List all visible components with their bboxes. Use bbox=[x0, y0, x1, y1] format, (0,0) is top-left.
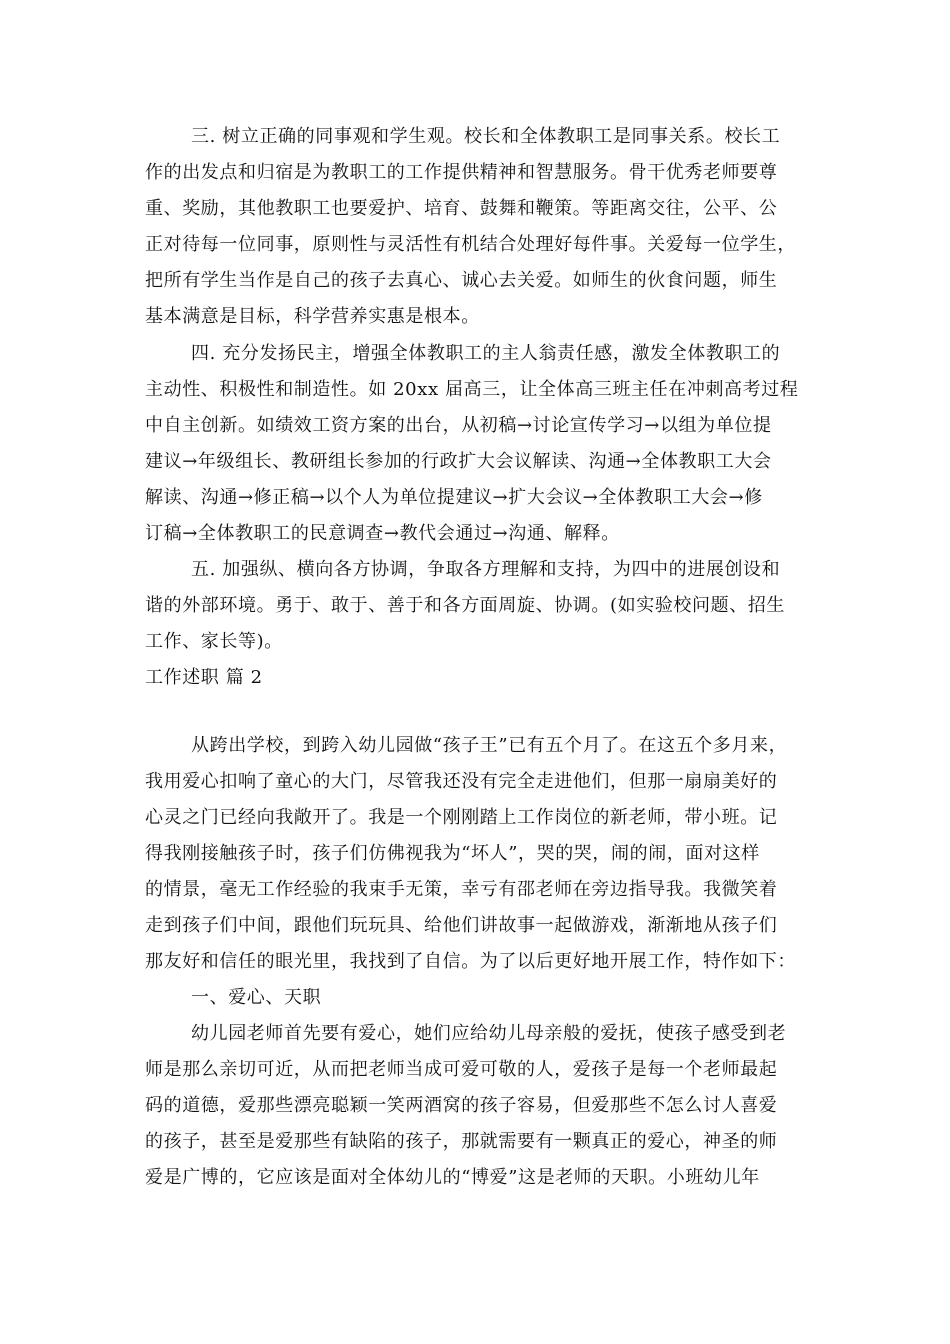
paragraph-line: 建议→年级组长、教研组长参加的行政扩大会议解读、沟通→全体教职工大会 bbox=[145, 451, 772, 472]
paragraph-line: 谐的外部环境。勇于、敢于、善于和各方面周旋、协调。(如实验校问题、招生 bbox=[145, 595, 786, 616]
paragraph-line: 五. 加强纵、横向各方协调，争取各方理解和支持，为四中的进展创设和 bbox=[191, 559, 781, 580]
paragraph-line: 正对待每一位同事，原则性与灵活性有机结合处理好每件事。关爱每一位学生， bbox=[145, 234, 796, 255]
paragraph-line: 走到孩子们中间，跟他们玩玩具、给他们讲故事一起做游戏，渐渐地从孩子们 bbox=[145, 915, 778, 936]
paragraph-line: 订稿→全体教职工的民意调查→教代会通过→沟通、解释。 bbox=[145, 523, 620, 544]
paragraph-line: 我用爱心扣响了童心的大门，尽管我还没有完全走进他们，但那一扇扇美好的 bbox=[145, 771, 778, 792]
paragraph-line: 工作、家长等)。 bbox=[145, 631, 283, 652]
paragraph-line: 从跨出学校，到跨入幼儿园做“孩子王”已有五个月了。在这五个多月来， bbox=[191, 735, 788, 756]
paragraph-line: 的孩子，甚至是爱那些有缺陷的孩子，那就需要有一颗真正的爱心，神圣的师 bbox=[145, 1131, 778, 1152]
paragraph-line: 师是那么亲切可近，从而把老师当成可爱可敬的人，爱孩子是每一个老师最起 bbox=[145, 1059, 778, 1080]
paragraph-line: 重、奖励，其他教职工也要爱护、培育、鼓舞和鞭策。等距离交往，公平、公 bbox=[145, 198, 778, 219]
paragraph-line: 中自主创新。如绩效工资方案的出台，从初稿→讨论宣传学习→以组为单位提 bbox=[145, 415, 772, 436]
paragraph-line: 的情景，毫无工作经验的我束手无策，幸亏有邵老师在旁边指导我。我微笑着 bbox=[145, 879, 778, 900]
paragraph-line: 码的道德，爱那些漂亮聪颖一笑两酒窝的孩子容易，但爱那些不怎么讨人喜爱 bbox=[145, 1095, 778, 1116]
paragraph-line: 作的出发点和归宿是为教职工的工作提供精神和智慧服务。骨干优秀老师要尊 bbox=[145, 162, 778, 183]
paragraph-line: 心灵之门已经向我敞开了。我是一个刚刚踏上工作岗位的新老师，带小班。记 bbox=[145, 807, 778, 828]
paragraph-line: 幼儿园老师首先要有爱心，她们应给幼儿母亲般的爱抚，使孩子感受到老 bbox=[191, 1023, 787, 1044]
paragraph-line: 主动性、积极性和制造性。如 20xx 届高三，让全体高三班主任在冲刺高考过程 bbox=[145, 379, 799, 400]
paragraph-line: 解读、沟通→修正稿→以个人为单位提建议→扩大会议→全体教职工大会→修 bbox=[145, 487, 763, 508]
section-heading: 工作述职 篇 2 bbox=[145, 667, 263, 688]
paragraph-line: 把所有学生当作是自己的孩子去真心、诚心去关爱。如师生的伙食问题，师生 bbox=[145, 270, 778, 291]
paragraph-line: 那友好和信任的眼光里，我找到了自信。为了以后更好地开展工作，特作如下： bbox=[145, 951, 796, 972]
paragraph-line: 三. 树立正确的同事观和学生观。校长和全体教职工是同事关系。校长工 bbox=[191, 126, 781, 147]
paragraph-line: 得我刚接触孩子时，孩子们仿佛视我为“坏人”，哭的哭，闹的闹，面对这样 bbox=[145, 843, 760, 864]
paragraph-line: 四. 充分发扬民主，增强全体教职工的主人翁责任感，激发全体教职工的 bbox=[191, 343, 781, 364]
subheading: 一、爱心、天职 bbox=[191, 987, 322, 1008]
paragraph-line: 爱是广博的，它应该是面对全体幼儿的“博爱”这是老师的天职。小班幼儿年 bbox=[145, 1167, 760, 1188]
paragraph-line: 基本满意是目标，科学营养实惠是根本。 bbox=[145, 306, 480, 327]
